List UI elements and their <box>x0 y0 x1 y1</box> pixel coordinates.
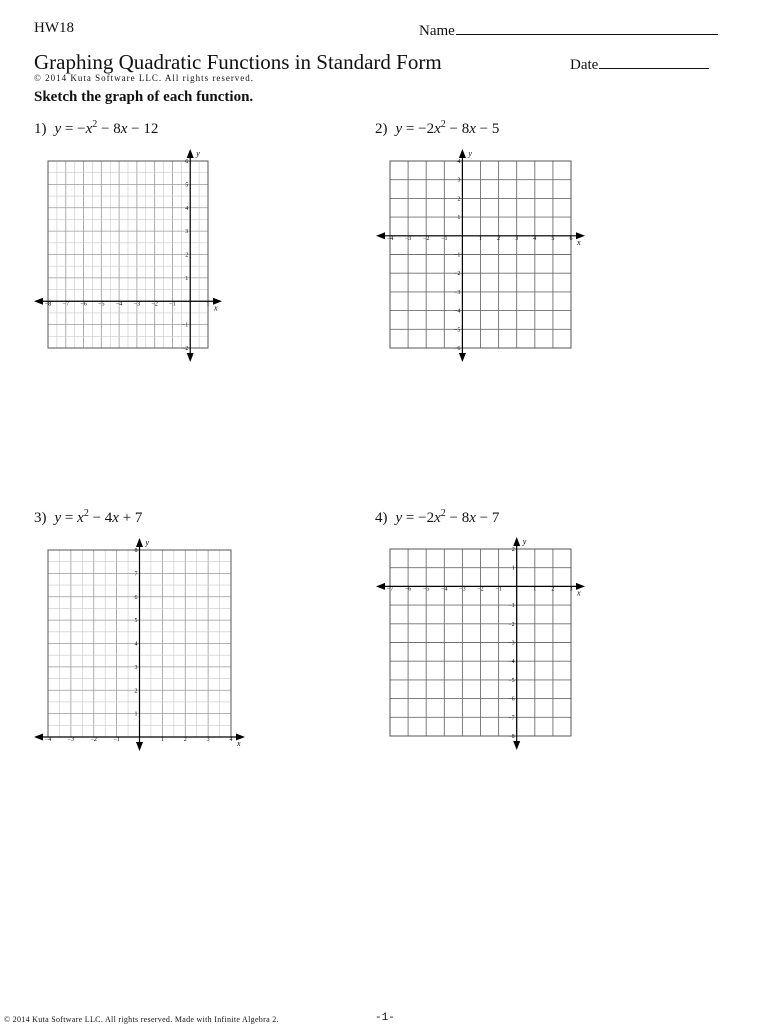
x-tick-label: 2 <box>183 737 187 743</box>
y-axis-arrow-down <box>459 353 466 362</box>
name-field[interactable] <box>419 20 718 40</box>
axes <box>34 538 245 751</box>
eq-x: x <box>112 510 119 526</box>
problem-1 <box>34 119 158 138</box>
instructions: Sketch the graph of each function. <box>34 89 254 105</box>
x-tick-label: 4 <box>533 235 537 242</box>
y-tick-label: 1 <box>134 711 138 718</box>
x-tick-label: 3 <box>515 235 519 242</box>
coordinate-grid-3[interactable] <box>44 538 241 748</box>
y-tick-label: 2 <box>185 252 189 259</box>
x-tick-label: −7 <box>386 586 394 593</box>
eq-part: = −2 <box>402 510 435 526</box>
header-copyright: © 2014 Kuta Software LLC. All rights reserved. <box>34 73 255 83</box>
y-axis-arrow-up <box>459 149 466 158</box>
worksheet-title: Graphing Quadratic Functions in Standard Form <box>34 50 442 74</box>
x-axis-label: x <box>577 237 581 247</box>
x-tick-label: −5 <box>98 301 105 308</box>
eq-x: x <box>77 510 84 526</box>
x-tick-label: 1 <box>479 235 482 242</box>
y-tick-label: 8 <box>134 548 138 554</box>
y-tick-label: 5 <box>185 182 189 189</box>
eq-part: − 4 <box>88 510 113 526</box>
x-tick-label: −8 <box>44 301 52 308</box>
y-tick-label: 1 <box>511 565 515 572</box>
eq-x: x <box>434 121 441 137</box>
y-axis-label: y <box>522 537 527 546</box>
x-tick-label: 2 <box>551 586 555 593</box>
y-tick-label: 2 <box>457 196 461 203</box>
eq-part: − 7 <box>475 510 500 526</box>
y-tick-label: −6 <box>454 346 461 352</box>
y-tick-label: −2 <box>454 271 461 278</box>
eq-part: = <box>61 510 78 526</box>
x-tick-label: −1 <box>113 737 120 743</box>
y-tick-label: 1 <box>457 215 461 222</box>
y-tick-label: −1 <box>454 252 461 259</box>
eq-y: y <box>54 510 62 526</box>
x-tick-label: 4 <box>229 737 233 743</box>
eq-part: − 8 <box>97 121 121 137</box>
y-tick-label: −3 <box>508 640 515 647</box>
y-tick-label: 3 <box>457 177 461 184</box>
eq-x: x <box>469 510 476 526</box>
x-tick-label: 1 <box>533 586 537 593</box>
date-label: Date <box>570 57 599 73</box>
x-tick-label: −4 <box>44 737 52 743</box>
y-tick-label: 6 <box>134 594 138 601</box>
x-axis-label: x <box>577 588 581 598</box>
x-tick-label: −1 <box>169 301 176 308</box>
y-axis-arrow-down <box>187 353 194 362</box>
x-tick-label: −2 <box>151 301 158 308</box>
x-axis-label: x <box>214 303 218 313</box>
x-tick-label: 1 <box>160 737 164 743</box>
eq-x: x <box>434 510 441 526</box>
y-tick-label: 7 <box>134 571 138 578</box>
date-line <box>599 54 709 69</box>
y-axis-label: y <box>196 149 200 158</box>
y-tick-label: −3 <box>454 289 461 296</box>
x-tick-label: −7 <box>62 301 69 308</box>
y-axis-arrow-up <box>513 537 520 546</box>
eq-y: y <box>54 121 62 137</box>
y-tick-label: −5 <box>454 327 461 334</box>
eq-x: x <box>85 121 93 137</box>
problem-number: 2) <box>375 121 388 137</box>
y-tick-label: −8 <box>508 734 515 740</box>
coordinate-grid-1[interactable] <box>44 149 218 352</box>
name-line <box>456 20 718 35</box>
eq-part: − 8 <box>445 510 470 526</box>
y-tick-label: 2 <box>134 688 138 695</box>
y-tick-label: 6 <box>185 159 189 165</box>
y-axis-arrow-down <box>136 742 143 751</box>
y-tick-label: −4 <box>508 659 515 666</box>
page-number: -1- <box>375 1012 395 1024</box>
eq-part: + 7 <box>118 510 143 526</box>
eq-part: = −2 <box>402 121 435 137</box>
x-tick-label: −4 <box>115 301 123 308</box>
x-axis-arrow-left <box>34 734 43 741</box>
y-axis-label: y <box>468 149 472 158</box>
y-tick-label: −2 <box>181 346 189 352</box>
y-axis-arrow-up <box>136 538 143 547</box>
x-axis-arrow-left <box>376 232 385 239</box>
x-tick-label: −3 <box>133 301 141 308</box>
y-tick-label: −6 <box>508 696 515 703</box>
eq-part: − 5 <box>475 121 500 137</box>
y-tick-label: −7 <box>508 715 515 722</box>
eq-y: y <box>395 121 403 137</box>
y-tick-label: 4 <box>134 641 138 648</box>
problem-number: 1) <box>34 121 47 137</box>
y-tick-label: 1 <box>185 275 189 282</box>
x-tick-label: 3 <box>569 586 573 593</box>
x-tick-label: 3 <box>206 737 210 743</box>
y-axis-arrow-up <box>187 149 194 158</box>
problem-number: 3) <box>34 510 47 526</box>
x-tick-label: 5 <box>551 235 555 242</box>
eq-part: − 12 <box>127 121 159 137</box>
problem-3 <box>34 508 142 527</box>
y-tick-label: 3 <box>134 664 138 671</box>
eq-part: = − <box>61 121 86 137</box>
coordinate-grid-4[interactable] <box>386 537 581 740</box>
grid-lines <box>390 549 571 736</box>
eq-x: x <box>469 121 476 137</box>
date-field[interactable] <box>570 54 709 74</box>
eq-y: y <box>395 510 403 526</box>
x-tick-label: −2 <box>423 235 430 242</box>
problem-4 <box>375 508 499 527</box>
x-tick-label: −1 <box>441 235 448 242</box>
y-axis-arrow-down <box>513 741 520 750</box>
y-axis-label: y <box>145 538 150 547</box>
eq-exponent: 2 <box>440 508 446 519</box>
problem-2 <box>375 119 499 138</box>
coordinate-grid-2[interactable] <box>386 149 581 352</box>
x-tick-label: 2 <box>497 235 501 242</box>
assignment-label: HW18 <box>34 20 74 36</box>
eq-exponent: 2 <box>92 119 98 130</box>
grid-lines <box>48 161 208 348</box>
y-tick-label: 4 <box>457 159 461 165</box>
y-tick-label: −5 <box>508 677 515 684</box>
x-axis-label: x <box>237 739 241 748</box>
y-tick-label: −1 <box>508 603 515 610</box>
y-tick-label: −1 <box>181 322 189 329</box>
y-tick-label: 4 <box>185 205 189 212</box>
y-tick-label: 3 <box>185 229 189 236</box>
x-tick-label: −4 <box>386 235 394 242</box>
x-tick-label: −1 <box>495 586 502 593</box>
y-tick-label: 5 <box>134 618 138 625</box>
x-tick-label: −3 <box>404 235 412 242</box>
eq-x: x <box>120 121 128 137</box>
y-tick-label: −2 <box>508 621 515 628</box>
x-tick-label: −6 <box>404 586 412 593</box>
grid-lines <box>390 161 571 348</box>
name-label: Name <box>419 23 455 39</box>
x-axis-arrow-left <box>34 298 43 305</box>
footer-copyright: © 2014 Kuta Software LLC. All rights reserved. Made with Infinite Algebra 2. <box>4 1015 279 1024</box>
eq-exponent: 2 <box>83 508 89 519</box>
eq-exponent: 2 <box>440 119 446 130</box>
problem-number: 4) <box>375 510 388 526</box>
x-tick-label: −3 <box>459 586 466 593</box>
x-tick-label: 6 <box>569 235 573 242</box>
x-tick-label: 1 <box>206 301 210 308</box>
x-axis-arrow-left <box>376 583 385 590</box>
y-tick-label: −4 <box>454 308 461 315</box>
x-tick-label: −2 <box>90 737 97 743</box>
x-tick-label: −6 <box>80 301 87 308</box>
x-tick-label: −5 <box>423 586 430 593</box>
y-tick-label: 2 <box>511 547 515 553</box>
eq-part: − 8 <box>445 121 470 137</box>
x-tick-label: −3 <box>67 737 75 743</box>
x-tick-label: −4 <box>441 586 448 593</box>
x-tick-label: −2 <box>477 586 484 593</box>
